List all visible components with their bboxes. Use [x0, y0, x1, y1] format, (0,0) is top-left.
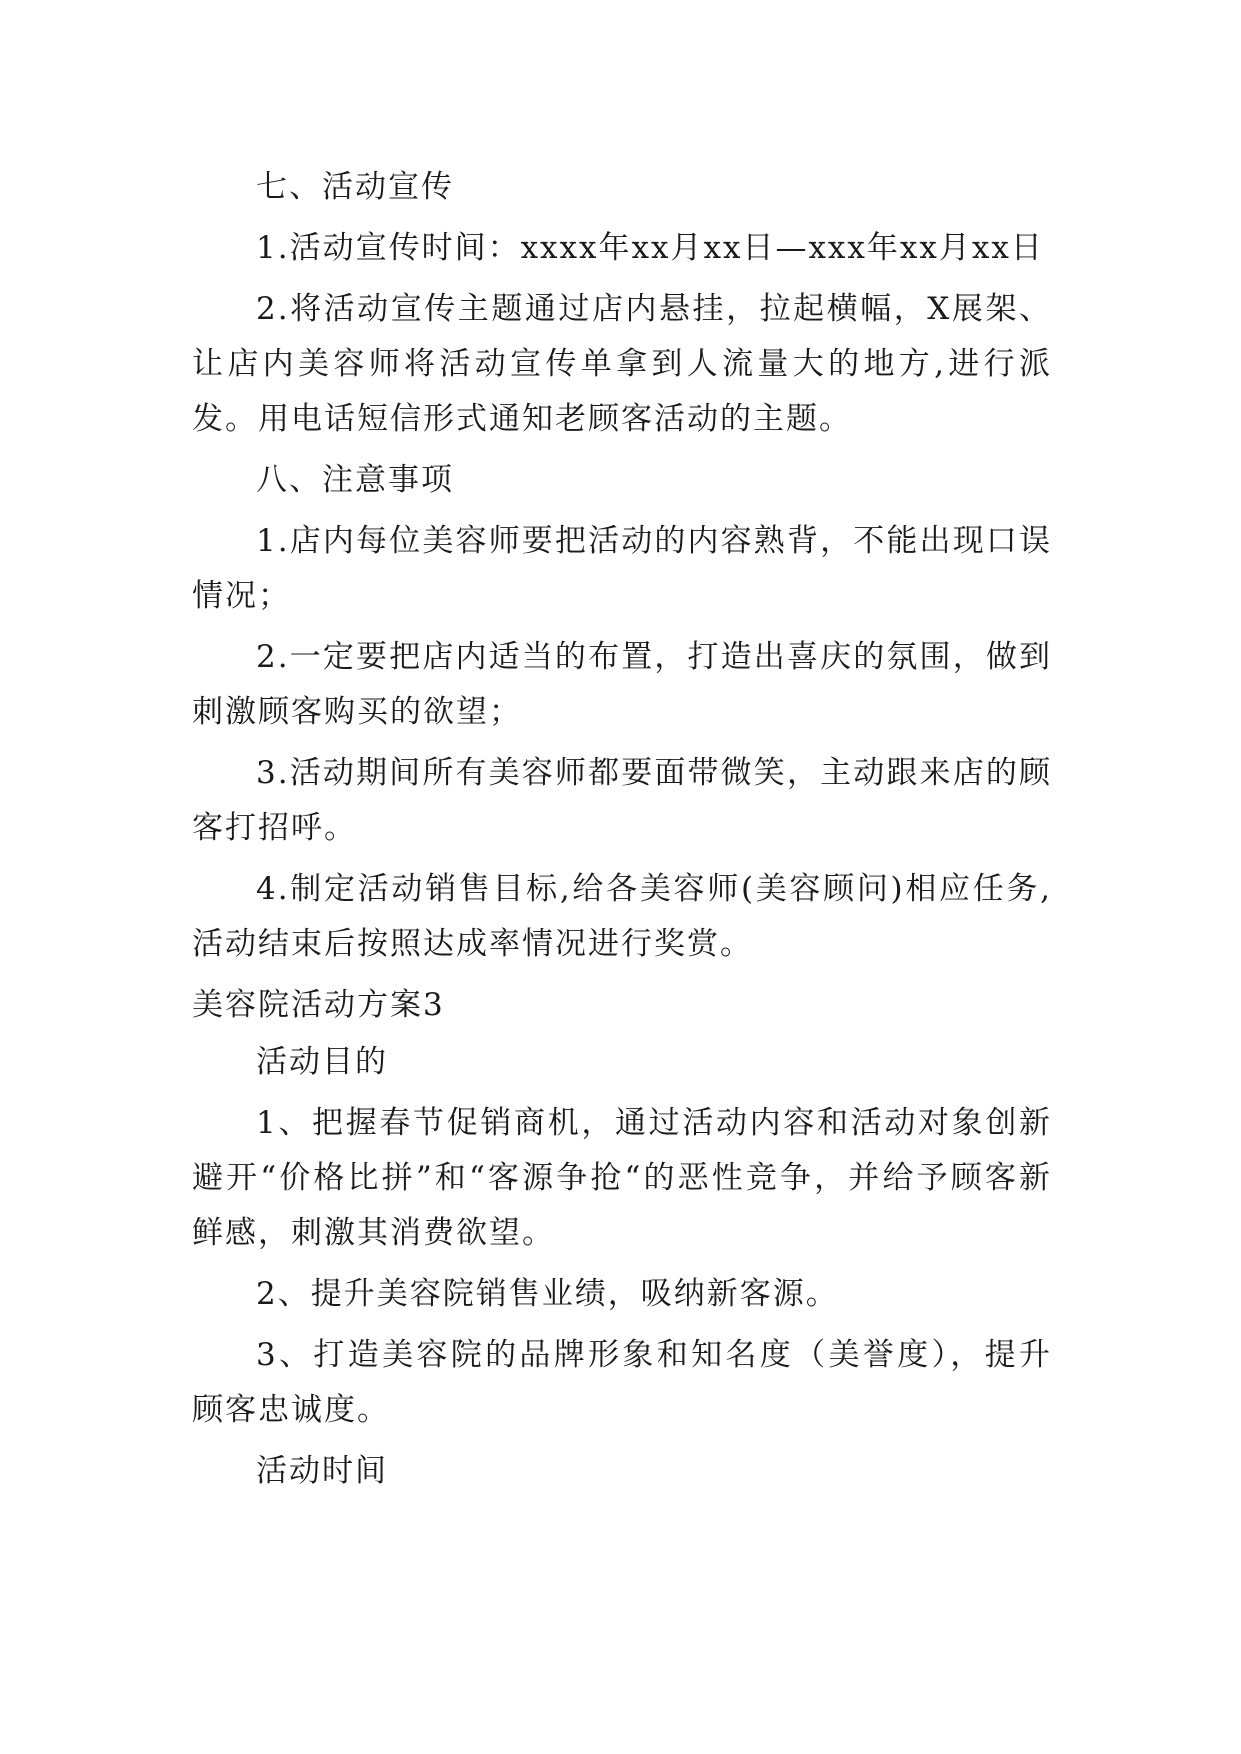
notes-item-1: 1.店内每位美容师要把活动的内容熟背，不能出现口误情况； — [192, 523, 1052, 614]
document-body — [192, 160, 1052, 1505]
section-heading-promotion: 七、活动宣传 — [256, 169, 454, 205]
notes-item-4: 4.制定活动销售目标,给各美容师(美容顾问)相应任务,活动结束后按照达成率情况进行奖赏。 — [192, 871, 1052, 962]
section-heading-purpose: 活动目的 — [256, 1044, 388, 1080]
notes-item-2: 2.一定要把店内适当的布置，打造出喜庆的氛围，做到刺激顾客购买的欲望； — [192, 639, 1052, 730]
purpose-item-3: 3、打造美容院的品牌形象和知名度（美誉度），提升顾客忠诚度。 — [192, 1337, 1052, 1428]
plan-title: 美容院活动方案3 — [192, 987, 445, 1023]
notes-item-3: 3.活动期间所有美容师都要面带微笑，主动跟来店的顾客打招呼。 — [192, 755, 1052, 846]
section-heading-time: 活动时间 — [256, 1453, 388, 1489]
purpose-item-1: 1、把握春节促销商机，通过活动内容和活动对象创新避开“价格比拼”和“客源争抢“的恶性竞争，并给予顾客新鲜感，刺激其消费欲望。 — [192, 1105, 1052, 1251]
promotion-time-item: 1.活动宣传时间：xxxx年xx月xx日—xxx年xx月xx日 — [256, 230, 1044, 266]
promotion-method-item: 2.将活动宣传主题通过店内悬挂，拉起横幅，X展架、让店内美容师将活动宣传单拿到人流量大的地方,进行派发。用电话短信形式通知老顾客活动的主题。 — [192, 291, 1052, 437]
purpose-item-2: 2、提升美容院销售业绩，吸纳新客源。 — [256, 1276, 839, 1312]
section-heading-notes: 八、注意事项 — [256, 462, 454, 498]
